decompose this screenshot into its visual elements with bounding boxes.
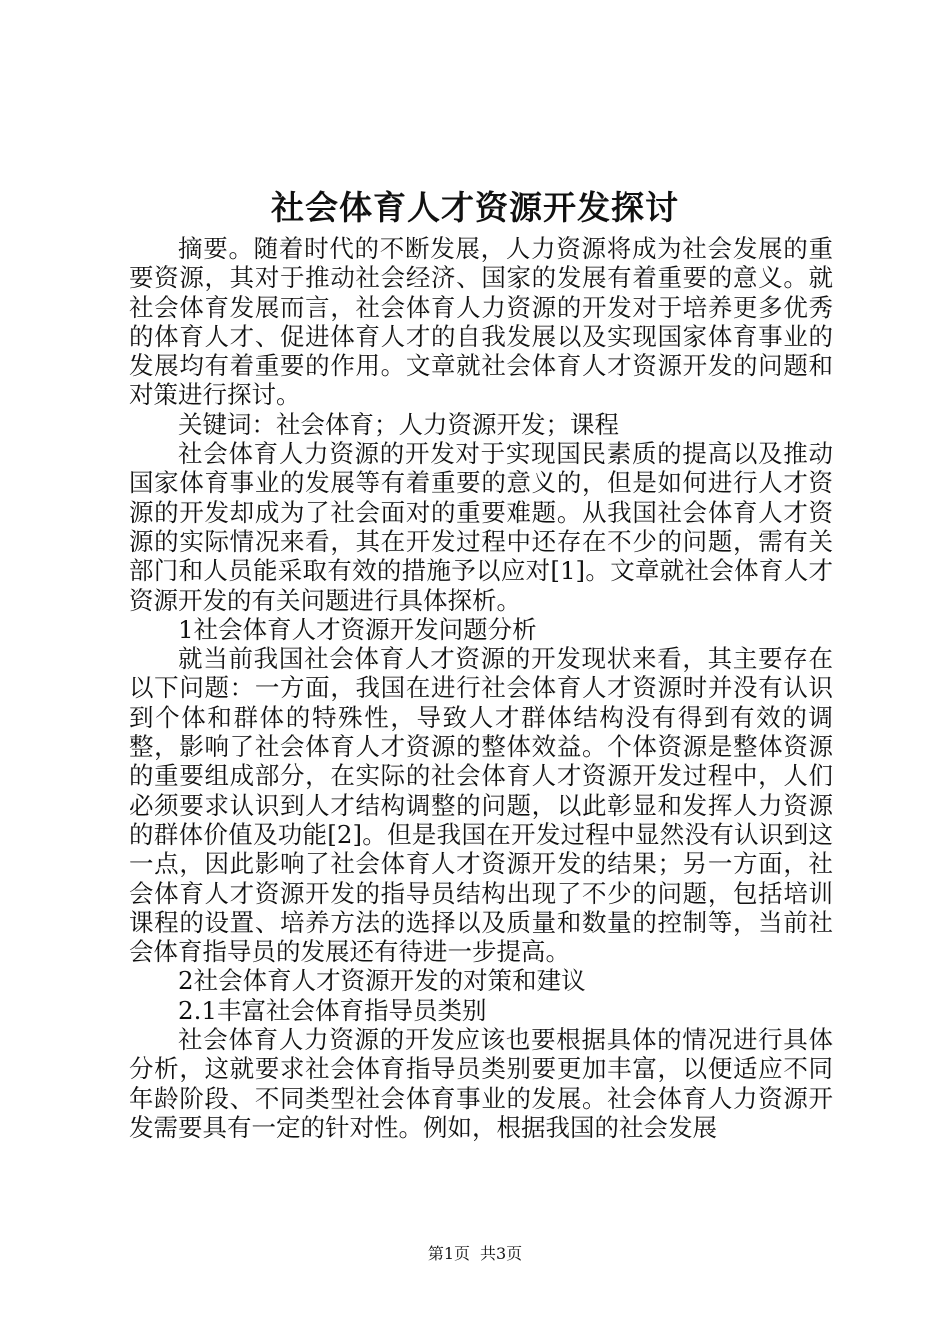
page-total: 共3页 [480, 1244, 523, 1263]
document-body [129, 234, 833, 1142]
keywords-paragraph: 关键词：社会体育；人力资源开发；课程 [178, 409, 619, 439]
subsection-heading-2-1: 2.1丰富社会体育指导员类别 [178, 995, 487, 1025]
page-footer [0, 1244, 950, 1264]
page-number: 第1页 [427, 1244, 470, 1263]
document-title: 社会体育人才资源开发探讨 [271, 188, 679, 227]
subsection-2-1-paragraph: 社会体育人力资源的开发应该也要根据具体的情况进行具体分析，这就要求社会体育指导员类别要更加丰富，以便适应不同年龄阶段、不同类型社会体育事业的发展。社会体育人力资源开发需要具有一定的针对性。例如，根据我国的社会发展 [129, 1025, 833, 1142]
abstract-paragraph: 摘要。随着时代的不断发展，人力资源将成为社会发展的重要资源，其对于推动社会经济、国家的发展有着重要的意义。就社会体育发展而言，社会体育人力资源的开发对于培养更多优秀的体育人才、促进体育人才的自我发展以及实现国家体育事业的发展均有着重要的作用。文章就社会体育人才资源开发的问题和对策进行探讨。 [129, 234, 833, 410]
section-heading-1: 1社会体育人才资源开发问题分析 [178, 614, 537, 644]
section-1-paragraph: 就当前我国社会体育人才资源的开发现状来看，其主要存在以下问题：一方面，我国在进行社会体育人才资源时并没有认识到个体和群体的特殊性，导致人才群体结构没有得到有效的调整，影响了社会体育人才资源的整体效益。个体资源是整体资源的重要组成部分，在实际的社会体育人才资源开发过程中，人们必须要求认识到人才结构调整的问题，以此彰显和发挥人力资源的群体价值及功能[2]。但是我国在开发过程中显然没有认识到这一点，因此影响了社会体育人才资源开发的结果；另一方面，社会体育人才资源开发的指导员结构出现了不少的问题，包括培训课程的设置、培养方法的选择以及质量和数量的控制等，当前社会体育指导员的发展还有待进一步提高。 [129, 644, 833, 967]
intro-paragraph: 社会体育人力资源的开发对于实现国民素质的提高以及推动国家体育事业的发展等有着重要的意义的，但是如何进行人才资源的开发却成为了社会面对的重要难题。从我国社会体育人才资源的实际情况来看，其在开发过程中还存在不少的问题，需有关部门和人员能采取有效的措施予以应对[1]。文章就社会体育人才资源开发的有关问题进行具体探析。 [129, 439, 833, 615]
section-heading-2: 2社会体育人才资源开发的对策和建议 [178, 966, 586, 996]
